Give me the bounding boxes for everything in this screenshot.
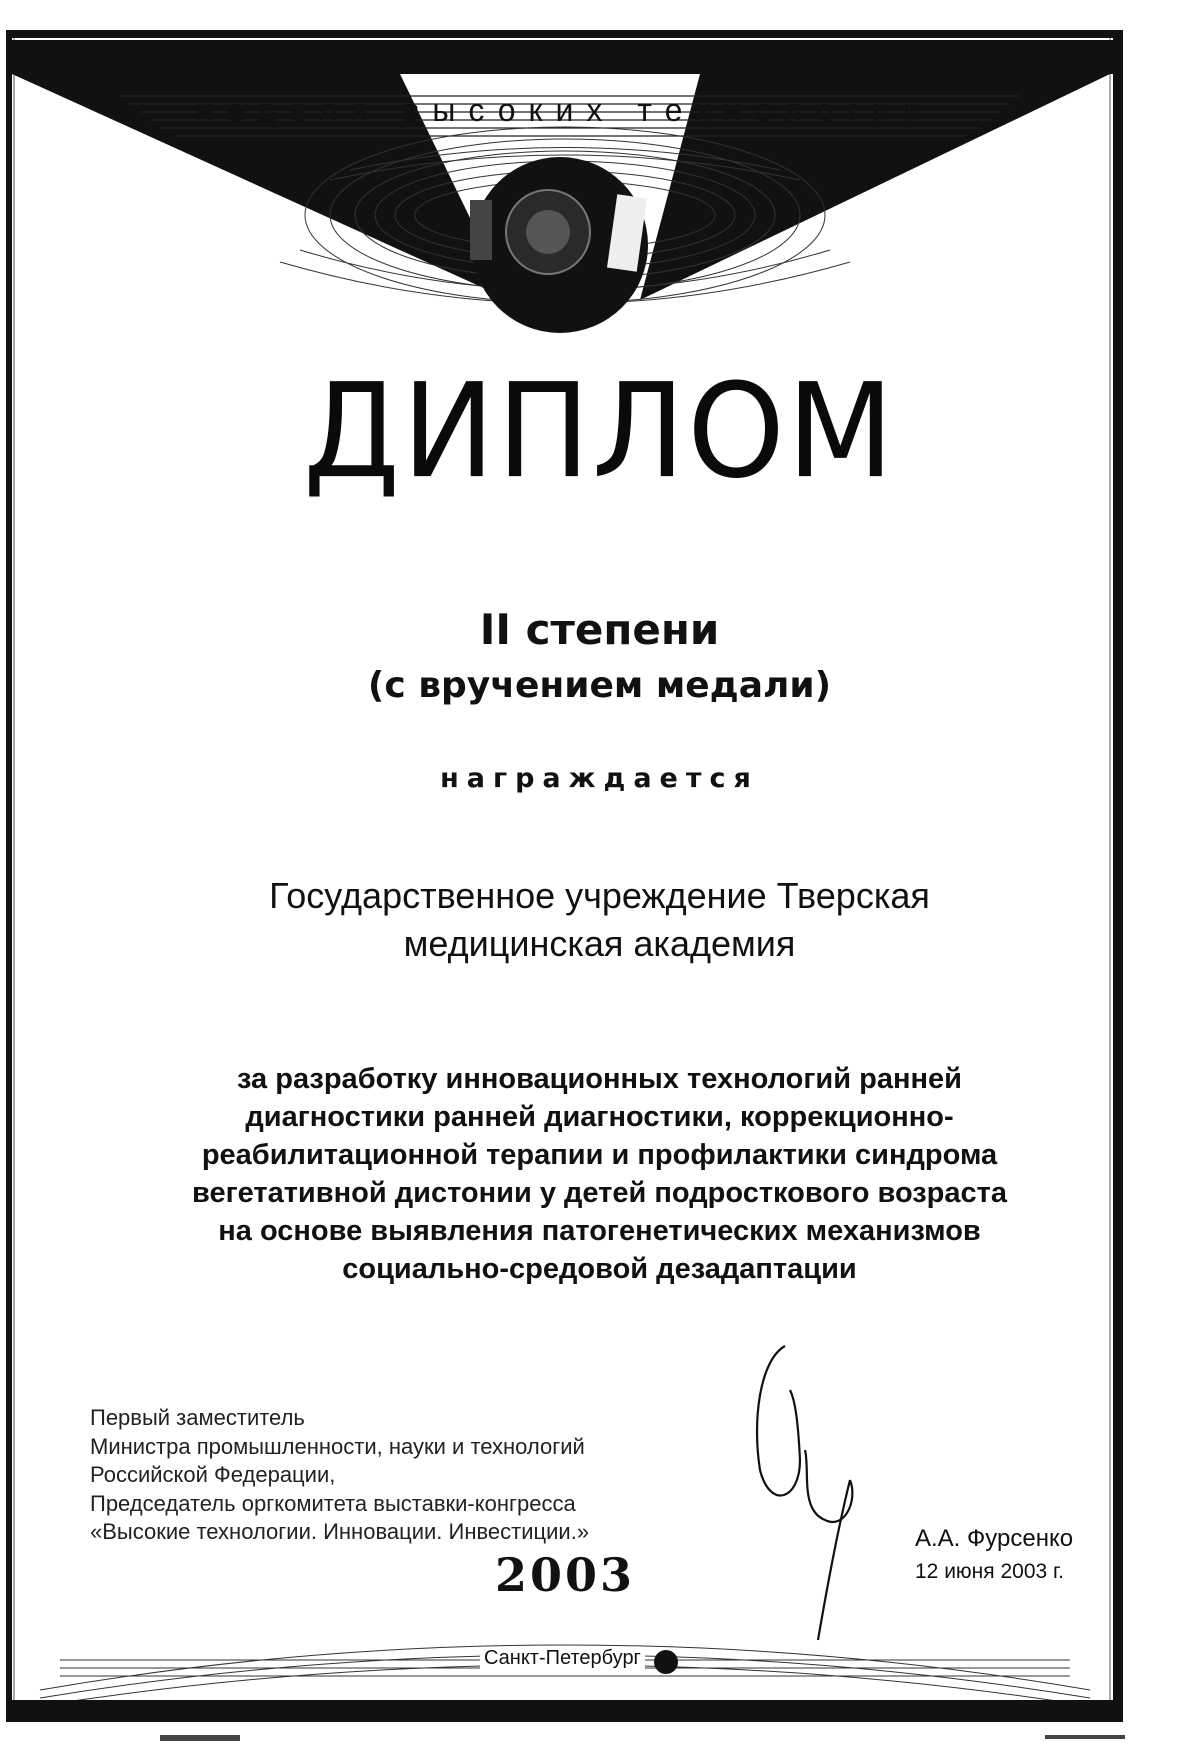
signature: [757, 1346, 852, 1640]
banner-text: неделя высоких технологий: [196, 92, 934, 128]
award-reason: [0, 1060, 1199, 1288]
awarded-label: награждается: [440, 763, 759, 794]
reason-line: вегетативной дистонии у детей подросткового возраста: [192, 1177, 1007, 1209]
reason-line: за разработку инновационных технологий ранней: [237, 1063, 962, 1095]
position-line: «Высокие технологии. Инновации. Инвестиции.»: [90, 1519, 590, 1544]
position-line: Председатель оргкомитета выставки-конгресса: [90, 1490, 576, 1516]
position-line: Российской Федерации,: [90, 1462, 336, 1487]
recipient-line: Государственное учреждение Тверская: [269, 875, 930, 916]
sign-date: 12 июня 2003 г.: [915, 1560, 1064, 1583]
diploma-degree: II степени: [479, 605, 720, 654]
signer-name: А.А. Фурсенко: [915, 1525, 1074, 1552]
position-line: Министра промышленности, науки и технологий: [90, 1433, 585, 1459]
degree-note: (с вручением медали): [367, 665, 832, 706]
signer-position: [90, 1404, 730, 1547]
recipient-line: медицинская академия: [403, 923, 796, 964]
reason-line: социально-средовой дезадаптации: [342, 1253, 857, 1285]
diploma-year: 2003: [495, 1548, 636, 1602]
city-label: Санкт-Петербург: [480, 1647, 645, 1670]
reason-line: реабилитационной терапии и профилактики синдрома: [201, 1139, 998, 1171]
reason-line: диагностики ранней диагностики, коррекционно-: [245, 1101, 954, 1133]
reason-line: на основе выявления патогенетических механизмов: [218, 1215, 981, 1247]
diploma-title: ДИПЛОМ: [303, 356, 896, 508]
position-line: Первый заместитель: [90, 1405, 305, 1430]
recipient: [0, 872, 1199, 968]
